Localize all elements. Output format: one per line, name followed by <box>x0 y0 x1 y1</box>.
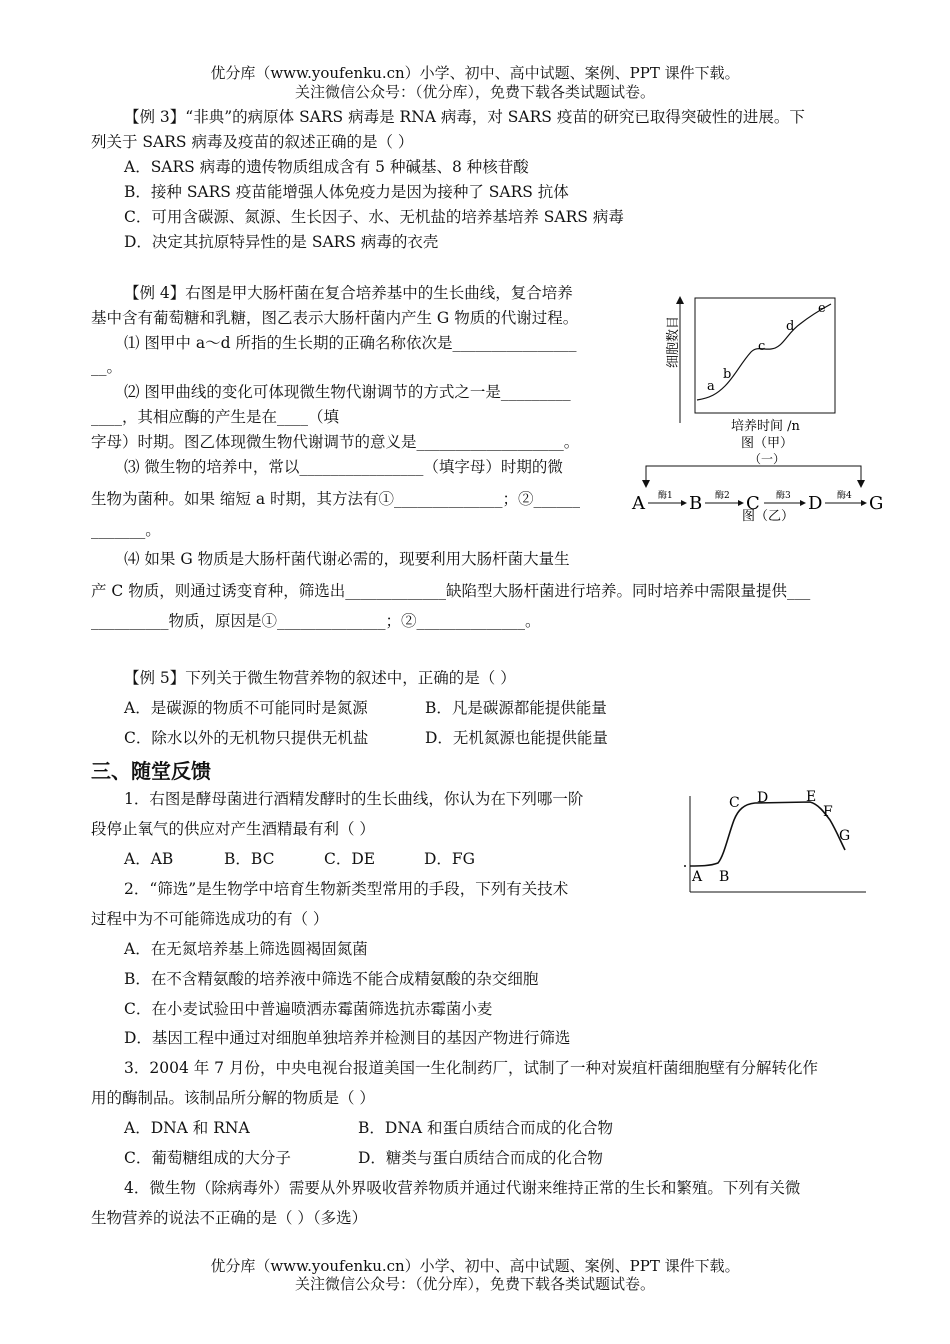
fig-yi-arrowhead-3 <box>800 500 806 506</box>
fig-jia-frame <box>695 298 835 413</box>
ex3-option-b: B．接种 SARS 疫苗能增强人体免疫力是因为接种了 SARS 抗体 <box>124 183 569 201</box>
header-line-2: 关注微信公众号：（优分库），免费下载各类试题试卷。 <box>294 83 655 101</box>
section-title: 三、随堂反馈 <box>91 759 211 783</box>
fig-jia-x-label: 培养时间 /n <box>731 419 800 434</box>
figure-yi <box>628 462 893 524</box>
q4-line-1: 4．微生物（除病毒外）需要从外界吸收营养物质并通过代谢来维持正常的生长和繁殖。下列有关微 <box>124 1179 801 1197</box>
q4-line-2: 生物营养的说法不正确的是（ ）（多选） <box>91 1209 368 1227</box>
ex5-option-c: C．除水以外的无机物只提供无机盐 <box>124 729 369 747</box>
ex3-stem-2: 列关于 SARS 病毒及疫苗的叙述正确的是（ ） <box>91 133 414 151</box>
fig-yi-enzyme-4: 酶4 <box>837 491 852 501</box>
q3-option-b: B．DNA 和蛋白质结合而成的化合物 <box>358 1119 614 1137</box>
fig-yi-enzyme-3: 酶3 <box>776 491 791 501</box>
figure-yeast-growth <box>680 786 870 898</box>
ex4-q3-cont: 生物为菌种。如果 缩短 a 时期，其方法有①______________；②______ <box>91 490 581 508</box>
fig-jia-y-arrow <box>676 296 684 304</box>
fig-yi-node-d: D <box>808 493 823 514</box>
fig-yi-enzyme-2: 酶2 <box>715 491 730 501</box>
ex5-option-d: D．无机氮源也能提供能量 <box>425 729 608 747</box>
fig-jia-caption: 图（甲） <box>741 436 794 451</box>
fig-yi-arrowhead-2 <box>738 500 744 506</box>
q3-option-d: D．糖类与蛋白质结合而成的化合物 <box>358 1149 603 1167</box>
fig-yeast-label-d: D <box>757 790 769 806</box>
ex4-line-2: 基中含有葡萄糖和乳糖，图乙表示大肠杆菌内产生 G 物质的代谢过程。 <box>91 309 579 327</box>
ex5-option-b: B．凡是碳源都能提供能量 <box>425 699 607 717</box>
footer-line-1: 优分库（www.youfenku.cn）小学、初中、高中试题、案例、PPT 课件下载。 <box>210 1257 740 1275</box>
q1-option-c: C．DE <box>324 850 376 868</box>
fig-yeast-label-e: E <box>806 789 817 805</box>
header-line-1: 优分库（www.youfenku.cn）小学、初中、高中试题、案例、PPT 课件下载。 <box>210 64 740 82</box>
footer-line-2: 关注微信公众号：（优分库），免费下载各类试题试卷。 <box>294 1275 655 1293</box>
ex4-line-1: 【例 4】右图是甲大肠杆菌在复合培养基中的生长曲线，复合培养 <box>124 284 573 302</box>
ex4-q4: ⑷ 如果 G 物质是大肠杆菌代谢必需的，现要利用大肠杆菌大量生 <box>124 550 570 568</box>
fig-jia-y-label: 细胞数目 <box>666 315 681 368</box>
q1-option-d: D．FG <box>424 850 476 868</box>
ex5-stem: 【例 5】下列关于微生物营养物的叙述中，正确的是（ ） <box>124 669 516 687</box>
q3-option-c: C．葡萄糖组成的大分子 <box>124 1149 291 1167</box>
fig-yi-arrowhead-4 <box>861 500 867 506</box>
ex4-q4-cont-2: __________物质，原因是①______________；②______________。 <box>91 612 541 630</box>
q3-line-1: 3．2004 年 7 月份，中央电视台报道美国一生化制药厂，试制了一种对炭疽杆菌细胞壁有分解转化作 <box>124 1059 818 1077</box>
fig-jia-label-a: a <box>707 379 715 394</box>
q1-option-b: B．BC <box>224 850 275 868</box>
fig-yi-caption: 图（乙） <box>742 509 795 524</box>
q1-option-a: A．AB <box>124 850 174 868</box>
q3-option-a: A．DNA 和 RNA <box>124 1119 250 1137</box>
fig-jia-label-e: e <box>818 301 826 316</box>
q2-option-d: D．基因工程中通过对细胞单独培养并检测目的基因产物进行筛选 <box>124 1029 571 1047</box>
fig-yi-feedback-line <box>646 466 861 482</box>
fig-yeast-curve <box>690 802 845 866</box>
ex4-q2-cont-2: 字母）时期。图乙体现微生物代谢调节的意义是___________________。 <box>91 433 580 451</box>
fig-jia-label-d: d <box>786 319 795 334</box>
fig-yeast-label-f: F <box>823 804 833 820</box>
fig-yi-node-g: G <box>869 493 884 514</box>
q2-line-1: 2．“筛选”是生物学中培育生物新类型常用的手段，下列有关技术 <box>124 880 569 898</box>
fig-yeast-origin-dot <box>684 865 686 867</box>
ex4-q4-cont: 产 C 物质，则通过诱变育种，筛选出_____________缺陷型大肠杆菌进行培养。同时培养中需限量提供___ <box>91 582 811 600</box>
fig-yeast-label-b: B <box>719 869 730 885</box>
q2-option-a: A．在无氮培养基上筛选圆褐固氮菌 <box>124 940 368 958</box>
ex5-option-a: A．是碳源的物质不可能同时是氮源 <box>124 699 368 717</box>
figure-jia <box>655 288 845 468</box>
fig-yi-node-c: C <box>746 493 760 514</box>
fig-yi-node-a: A <box>632 493 645 514</box>
ex4-q2: ⑵ 图甲曲线的变化可体现微生物代谢调节的方式之一是_________ <box>124 383 571 401</box>
ex3-option-d: D．决定其抗原特异性的是 SARS 病毒的衣壳 <box>124 233 439 251</box>
fig-yi-feedback-arrow-right <box>857 480 865 488</box>
fig-yi-top-label: （一） <box>749 452 786 466</box>
ex4-q3-cont-2: _______。 <box>91 521 161 539</box>
fig-jia-label-b: b <box>723 367 732 382</box>
ex4-q1-cont: __。 <box>91 358 123 376</box>
fig-yi-node-b: B <box>689 493 703 514</box>
ex3-option-a: A．SARS 病毒的遗传物质组成含有 5 种碱基、8 种核苷酸 <box>124 158 529 176</box>
ex4-q1: ⑴ 图甲中 a～d 所指的生长期的正确名称依次是________________ <box>124 334 577 352</box>
ex3-option-c: C．可用含碳源、氮源、生长因子、水、无机盐的培养基培养 SARS 病毒 <box>124 208 624 226</box>
ex4-q2-cont: ____，其相应酶的产生是在____（填 <box>91 408 340 426</box>
ex3-stem-1: 【例 3】“非典”的病原体 SARS 病毒是 RNA 病毒，对 SARS 疫苗的研究已取得突破性的进展。下 <box>124 108 805 126</box>
q2-line-2: 过程中为不可能筛选成功的有（ ） <box>91 910 329 928</box>
q1-line-2: 段停止氧气的供应对产生酒精最有利（ ） <box>91 820 375 838</box>
fig-yeast-label-a: A <box>692 869 703 885</box>
fig-yi-enzyme-1: 酶1 <box>658 491 673 501</box>
fig-jia-label-c: c <box>758 339 766 354</box>
fig-yi-arrowhead-1 <box>681 500 687 506</box>
q3-line-2: 用的酶制品。该制品所分解的物质是（ ） <box>91 1089 375 1107</box>
ex4-q3: ⑶ 微生物的培养中，常以________________（填字母）时期的微 <box>124 458 563 476</box>
fig-yeast-label-c: C <box>729 795 740 811</box>
q2-option-b: B．在不含精氨酸的培养液中筛选不能合成精氨酸的杂交细胞 <box>124 970 539 988</box>
q2-option-c: C．在小麦试验田中普遍喷洒赤霉菌筛选抗赤霉菌小麦 <box>124 1000 493 1018</box>
fig-yeast-label-g: G <box>839 828 851 844</box>
fig-yi-feedback-arrow-left <box>642 480 650 488</box>
q1-line-1: 1．右图是酵母菌进行酒精发酵时的生长曲线，你认为在下列哪一阶 <box>124 790 584 808</box>
